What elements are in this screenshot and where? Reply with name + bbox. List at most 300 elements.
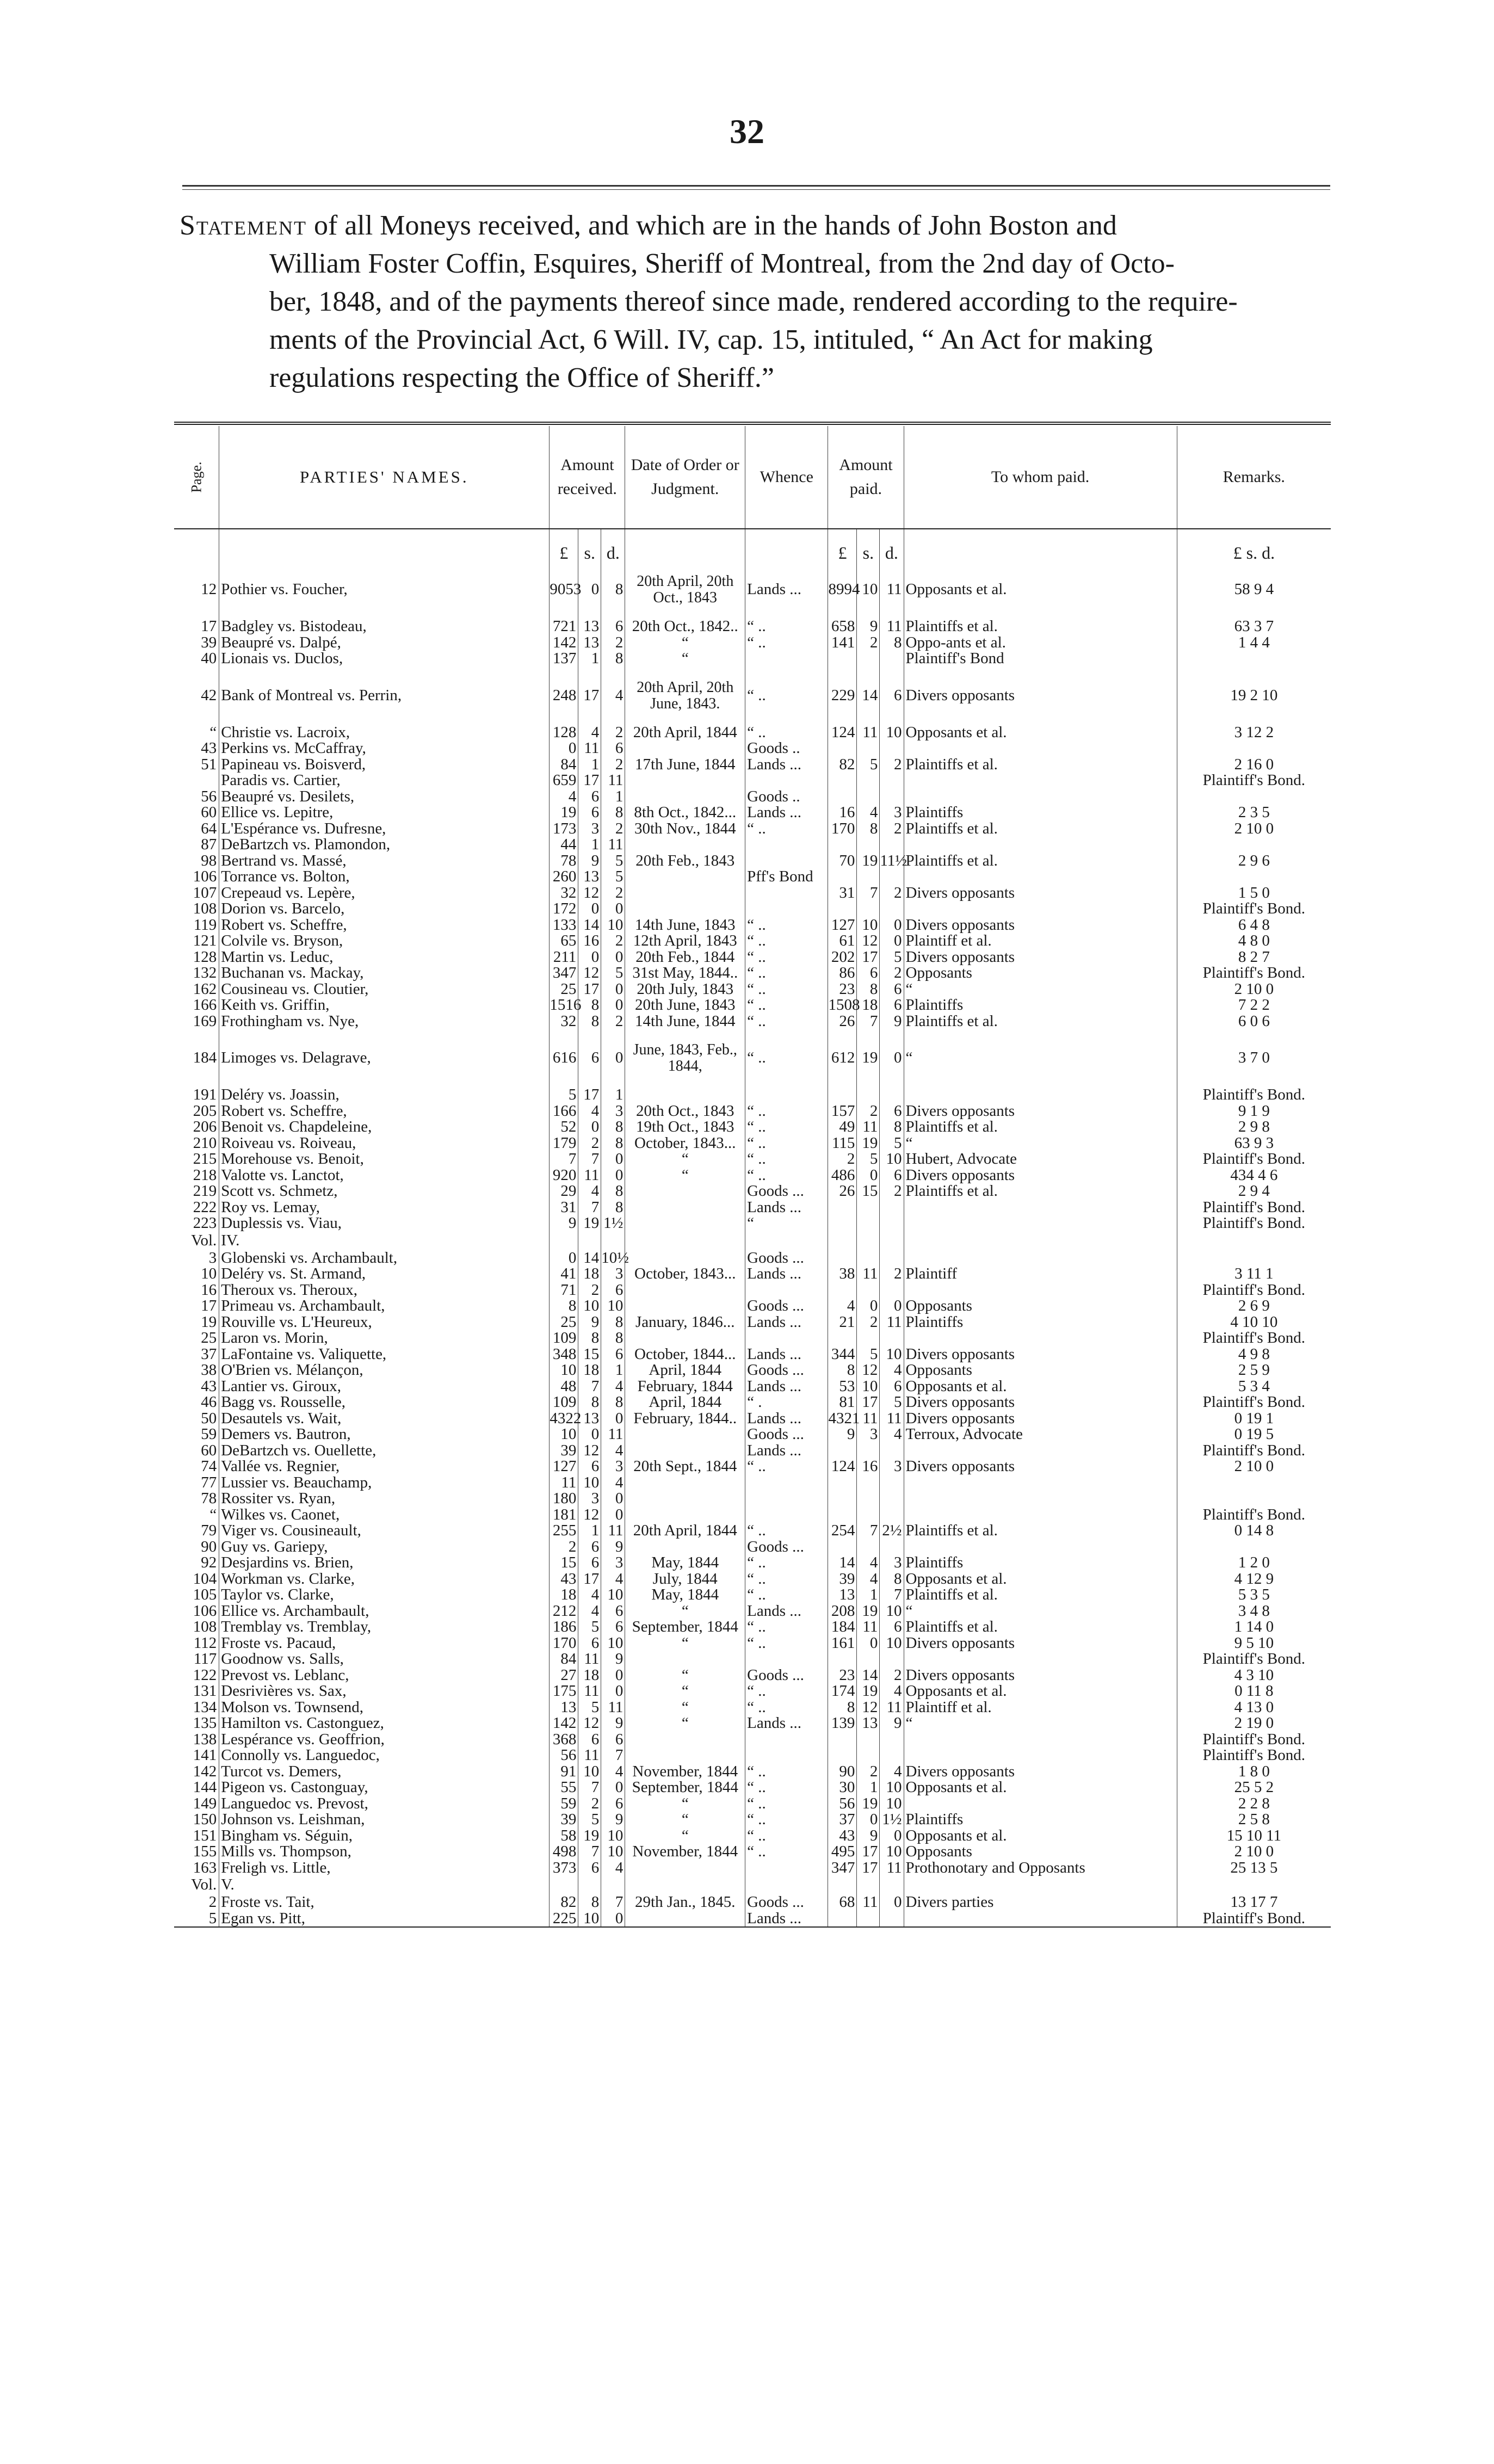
party-name: Beaupré vs. Desilets, bbox=[219, 789, 550, 805]
remarks bbox=[1177, 1539, 1331, 1555]
received-pence: 2 bbox=[601, 821, 625, 837]
whence: “ .. bbox=[745, 1151, 828, 1168]
paid-pence: 7 bbox=[880, 1587, 904, 1603]
order-date bbox=[625, 561, 745, 619]
page-cell: 138 bbox=[193, 1730, 217, 1748]
paid-pence: 10 bbox=[880, 1603, 904, 1620]
remarks: 15 10 11 bbox=[1177, 1828, 1331, 1844]
paid-pence: 6 bbox=[880, 1619, 904, 1635]
remarks bbox=[1177, 789, 1331, 805]
paid-pounds: 61 bbox=[828, 933, 857, 949]
page-cell: 64 bbox=[201, 819, 217, 837]
received-pounds: 0 bbox=[550, 1250, 578, 1267]
paid-to: Opposants bbox=[904, 965, 1177, 981]
order-date: 20th April, 1844 bbox=[625, 725, 745, 741]
remarks: 4 10 10 bbox=[1177, 1314, 1331, 1331]
page-cell: 42 bbox=[201, 686, 217, 704]
paid-to: Plaintiffs bbox=[904, 805, 1177, 821]
received-pence: 6 bbox=[601, 1603, 625, 1620]
unit-remarks: £ s. d. bbox=[1177, 529, 1331, 561]
paid-shillings: 12 bbox=[857, 933, 880, 949]
paid-pounds: 2 bbox=[828, 1151, 857, 1168]
remarks: 9 5 10 bbox=[1177, 1635, 1331, 1652]
party-name: Lantier vs. Giroux, bbox=[219, 1379, 550, 1395]
title-lead: Statement bbox=[180, 210, 307, 241]
party-name: Guy vs. Gariepy, bbox=[219, 1539, 550, 1555]
received-shillings: 8 bbox=[578, 1330, 601, 1347]
received-pounds: 133 bbox=[550, 917, 578, 934]
whence: Lands ... bbox=[745, 561, 828, 619]
paid-to: Plaintiffs et al. bbox=[904, 1119, 1177, 1135]
remarks: 63 9 3 bbox=[1177, 1135, 1331, 1152]
order-date-text: 20th April, 20th Oct., 1843 bbox=[637, 573, 734, 606]
remarks: 2 9 8 bbox=[1177, 1119, 1331, 1135]
page-cell: 149 bbox=[193, 1794, 217, 1812]
paid-pounds bbox=[828, 1507, 857, 1523]
received-pence: 1 bbox=[601, 1362, 625, 1379]
received-pounds: 186 bbox=[550, 1619, 578, 1635]
whence: Pff's Bond bbox=[745, 869, 828, 885]
paid-to: Plaintiff et al. bbox=[904, 933, 1177, 949]
order-date: 30th Nov., 1844 bbox=[625, 821, 745, 837]
received-pence: 8 bbox=[601, 805, 625, 821]
received-pence: 4 bbox=[601, 1860, 625, 1876]
paid-shillings bbox=[857, 869, 880, 885]
whence: “ .. bbox=[745, 1135, 828, 1152]
whence bbox=[745, 651, 828, 667]
received-pence: 2 bbox=[601, 635, 625, 651]
received-pence: 0 bbox=[601, 901, 625, 917]
page-cell: 51 bbox=[201, 755, 217, 773]
paid-pence bbox=[880, 1539, 904, 1555]
received-pence: 7 bbox=[601, 1894, 625, 1911]
order-date bbox=[625, 1475, 745, 1491]
party-name: Vallée vs. Regnier, bbox=[219, 1459, 550, 1475]
paid-pence: 5 bbox=[880, 1135, 904, 1152]
table-row bbox=[174, 1651, 1331, 1668]
remarks: Plaintiff's Bond. bbox=[1177, 1215, 1331, 1232]
page-cell: 74 bbox=[201, 1458, 217, 1475]
received-pounds: 142 bbox=[550, 635, 578, 651]
paid-to: Plaintiffs et al. bbox=[904, 619, 1177, 635]
table-row bbox=[174, 1571, 1331, 1588]
paid-pence: 4 bbox=[880, 1426, 904, 1443]
paid-pounds: 170 bbox=[828, 821, 857, 837]
party-name: Morehouse vs. Benoit, bbox=[219, 1151, 550, 1168]
top-rule-thin bbox=[182, 189, 1330, 190]
table-row bbox=[174, 1151, 1331, 1168]
whence bbox=[745, 1491, 828, 1507]
whence: Goods ... bbox=[745, 1668, 828, 1684]
received-pounds: 616 bbox=[550, 1029, 578, 1087]
paid-to bbox=[904, 1475, 1177, 1491]
received-pence: 1 bbox=[601, 789, 625, 805]
paid-to: Opposants bbox=[904, 1844, 1177, 1860]
paid-to bbox=[904, 1087, 1177, 1103]
whence: “ bbox=[745, 1215, 828, 1232]
remarks: 0 14 8 bbox=[1177, 1523, 1331, 1539]
page-cell: 106 bbox=[193, 868, 217, 885]
page-cell: 106 bbox=[193, 1602, 217, 1620]
party-name: Roiveau vs. Roiveau, bbox=[219, 1135, 550, 1152]
page-cell: 119 bbox=[193, 916, 217, 934]
received-shillings: 13 bbox=[578, 1411, 601, 1427]
page-cell: 163 bbox=[193, 1858, 217, 1876]
received-pounds: 39 bbox=[550, 1443, 578, 1459]
page-cell: 141 bbox=[193, 1746, 217, 1764]
whence bbox=[745, 1475, 828, 1491]
paid-to: Divers opposants bbox=[904, 1394, 1177, 1411]
received-pence: 10 bbox=[601, 917, 625, 934]
received-pence: 4 bbox=[601, 1764, 625, 1780]
received-pounds: 59 bbox=[550, 1796, 578, 1812]
received-shillings: 3 bbox=[578, 1491, 601, 1507]
received-pence: 0 bbox=[601, 1029, 625, 1087]
table-row bbox=[174, 1266, 1331, 1282]
paid-pence bbox=[880, 789, 904, 805]
received-shillings: 4 bbox=[578, 725, 601, 741]
volume-row bbox=[174, 1876, 1331, 1894]
received-pence: 2 bbox=[601, 725, 625, 741]
whence: Goods .. bbox=[745, 740, 828, 757]
paid-shillings: 4 bbox=[857, 1555, 880, 1571]
remarks: 1 8 0 bbox=[1177, 1764, 1331, 1780]
paid-pence: 0 bbox=[880, 1894, 904, 1911]
page-cell: 25 bbox=[201, 1329, 217, 1347]
received-pounds: 127 bbox=[550, 1459, 578, 1475]
received-shillings: 6 bbox=[578, 1029, 601, 1087]
received-shillings: 0 bbox=[578, 561, 601, 619]
order-date bbox=[625, 869, 745, 885]
received-pence: 4 bbox=[601, 667, 625, 725]
received-pence: 6 bbox=[601, 619, 625, 635]
page-cell: “ bbox=[209, 1505, 217, 1523]
whence: “ .. bbox=[745, 1764, 828, 1780]
received-pounds: 27 bbox=[550, 1668, 578, 1684]
paid-pounds: 14 bbox=[828, 1555, 857, 1571]
received-pounds: 11 bbox=[550, 1475, 578, 1491]
page-cell: 10 bbox=[201, 1265, 217, 1282]
whence: “ .. bbox=[745, 1587, 828, 1603]
unit-shilling: s. bbox=[578, 529, 601, 561]
received-pence: 4 bbox=[601, 1571, 625, 1588]
order-date bbox=[625, 1876, 745, 1894]
table-row bbox=[174, 1619, 1331, 1635]
paid-shillings: 2 bbox=[857, 1314, 880, 1331]
table-row bbox=[174, 1029, 1331, 1087]
paid-pence: 0 bbox=[880, 1298, 904, 1314]
party-name: Rossiter vs. Ryan, bbox=[219, 1491, 550, 1507]
table-row bbox=[174, 1555, 1331, 1571]
party-name: Lussier vs. Beauchamp, bbox=[219, 1475, 550, 1491]
statement-title bbox=[180, 207, 1328, 397]
whence: Goods ... bbox=[745, 1362, 828, 1379]
whence: “ .. bbox=[745, 667, 828, 725]
received-shillings: 6 bbox=[578, 805, 601, 821]
paid-pence bbox=[880, 1200, 904, 1216]
paid-pounds: 127 bbox=[828, 917, 857, 934]
table-row bbox=[174, 1523, 1331, 1539]
order-date bbox=[625, 885, 745, 901]
paid-pounds: 8 bbox=[828, 1700, 857, 1716]
paid-pence: 10 bbox=[880, 1635, 904, 1652]
paid-shillings bbox=[857, 1250, 880, 1267]
received-pounds: 29 bbox=[550, 1183, 578, 1200]
whence bbox=[745, 1651, 828, 1668]
received-shillings: 17 bbox=[578, 667, 601, 725]
paid-pounds: 254 bbox=[828, 1523, 857, 1539]
remarks: 25 5 2 bbox=[1177, 1780, 1331, 1796]
paid-to: Opposants et al. bbox=[904, 1828, 1177, 1844]
order-date: May, 1844 bbox=[625, 1555, 745, 1571]
received-pence: 6 bbox=[601, 1796, 625, 1812]
paid-to bbox=[904, 1200, 1177, 1216]
remarks: 2 10 0 bbox=[1177, 981, 1331, 998]
order-date: “ bbox=[625, 1683, 745, 1700]
whence bbox=[745, 1732, 828, 1748]
whence bbox=[745, 1232, 828, 1250]
received-pounds: 15 bbox=[550, 1555, 578, 1571]
received-pence: 6 bbox=[601, 1347, 625, 1363]
page-cell: 38 bbox=[201, 1361, 217, 1379]
paid-shillings: 2 bbox=[857, 1764, 880, 1780]
paid-to: Divers opposants bbox=[904, 885, 1177, 901]
party-name: Ellice vs. Archambault, bbox=[219, 1603, 550, 1620]
received-pounds bbox=[550, 1876, 578, 1894]
paid-pence: 10 bbox=[880, 1844, 904, 1860]
order-date: January, 1846... bbox=[625, 1314, 745, 1331]
remarks: 2 5 9 bbox=[1177, 1362, 1331, 1379]
page-cell: 142 bbox=[193, 1762, 217, 1780]
received-pounds: 39 bbox=[550, 1812, 578, 1828]
remarks: 4 8 0 bbox=[1177, 933, 1331, 949]
received-pence: 4 bbox=[601, 1443, 625, 1459]
page-cell: 37 bbox=[201, 1345, 217, 1363]
paid-to bbox=[904, 1491, 1177, 1507]
paid-pounds: 16 bbox=[828, 805, 857, 821]
whence bbox=[745, 1087, 828, 1103]
order-date bbox=[625, 901, 745, 917]
paid-pounds bbox=[828, 1876, 857, 1894]
title-line: regulations respecting the Office of Sheriff.” bbox=[269, 362, 774, 393]
paid-pence: 11 bbox=[880, 1700, 904, 1716]
received-shillings: 12 bbox=[578, 885, 601, 901]
paid-shillings: 0 bbox=[857, 1168, 880, 1184]
paid-shillings: 12 bbox=[857, 1700, 880, 1716]
table-row bbox=[174, 1443, 1331, 1459]
received-shillings: 6 bbox=[578, 1459, 601, 1475]
paid-pounds bbox=[828, 773, 857, 789]
whence: “ .. bbox=[745, 1844, 828, 1860]
paid-pence bbox=[880, 901, 904, 917]
paid-shillings: 17 bbox=[857, 949, 880, 966]
paid-pounds: 4 bbox=[828, 1298, 857, 1314]
paid-pence: 11½ bbox=[880, 851, 907, 869]
party-name: Freligh vs. Little, bbox=[219, 1860, 550, 1876]
paid-shillings: 4 bbox=[857, 1571, 880, 1588]
received-pounds: 128 bbox=[550, 725, 578, 741]
page-cell: 222 bbox=[193, 1198, 217, 1216]
paid-shillings bbox=[857, 789, 880, 805]
received-pence: 10 bbox=[601, 1844, 625, 1860]
whence bbox=[745, 1747, 828, 1764]
party-name: Froste vs. Tait, bbox=[219, 1894, 550, 1911]
remarks: Plaintiff's Bond. bbox=[1177, 1747, 1331, 1764]
whence: “ .. bbox=[745, 997, 828, 1014]
paid-to: Divers opposants bbox=[904, 1635, 1177, 1652]
order-date bbox=[625, 1443, 745, 1459]
whence bbox=[745, 1507, 828, 1523]
paid-to: Plaintiffs et al. bbox=[904, 1587, 1177, 1603]
table-row bbox=[174, 1491, 1331, 1507]
paid-to: Opposants et al. bbox=[904, 1683, 1177, 1700]
party-name: Robert vs. Scheffre, bbox=[219, 1103, 550, 1120]
header-whence: Whence bbox=[745, 426, 828, 529]
received-shillings: 1 bbox=[578, 1523, 601, 1539]
table-row bbox=[174, 1844, 1331, 1860]
paid-pounds bbox=[828, 1087, 857, 1103]
received-shillings: 0 bbox=[578, 949, 601, 966]
received-shillings: 5 bbox=[578, 1700, 601, 1716]
remarks: 2 10 0 bbox=[1177, 1844, 1331, 1860]
received-shillings: 12 bbox=[578, 965, 601, 981]
remarks: 6 4 8 bbox=[1177, 917, 1331, 934]
whence: “ .. bbox=[745, 949, 828, 966]
paid-to bbox=[904, 1232, 1177, 1250]
page-cell: 2 bbox=[208, 1893, 217, 1911]
whence: “ .. bbox=[745, 1014, 828, 1030]
paid-shillings: 19 bbox=[857, 1029, 880, 1087]
received-pence: 0 bbox=[601, 1668, 625, 1684]
paid-shillings bbox=[857, 837, 880, 853]
paid-pounds bbox=[828, 1215, 857, 1232]
table-row bbox=[174, 1119, 1331, 1135]
paid-to: Plaintiffs et al. bbox=[904, 1619, 1177, 1635]
remarks: 1 5 0 bbox=[1177, 885, 1331, 901]
header-remarks: Remarks. bbox=[1177, 426, 1331, 529]
paid-pounds bbox=[828, 1651, 857, 1668]
party-name: Ellice vs. Lepitre, bbox=[219, 805, 550, 821]
received-pence: 8 bbox=[601, 651, 625, 667]
paid-shillings: 11 bbox=[857, 1411, 880, 1427]
header-to-whom: To whom paid. bbox=[904, 426, 1177, 529]
paid-to bbox=[904, 901, 1177, 917]
whence: “ .. bbox=[745, 1796, 828, 1812]
received-shillings: 7 bbox=[578, 1200, 601, 1216]
whence: Lands ... bbox=[745, 805, 828, 821]
received-shillings: 7 bbox=[578, 1780, 601, 1796]
received-shillings: 18 bbox=[578, 1362, 601, 1379]
paid-pence bbox=[880, 1475, 904, 1491]
paid-pence: 5 bbox=[880, 1394, 904, 1411]
paid-to: Plaintiffs et al. bbox=[904, 853, 1177, 869]
received-pence: 0 bbox=[601, 1780, 625, 1796]
paid-pounds bbox=[828, 1282, 857, 1299]
received-pounds: 211 bbox=[550, 949, 578, 966]
received-pounds: 84 bbox=[550, 757, 578, 773]
table-row bbox=[174, 1683, 1331, 1700]
order-date bbox=[625, 1183, 745, 1200]
page-cell: 150 bbox=[193, 1811, 217, 1828]
page-cell: 79 bbox=[201, 1522, 217, 1539]
paid-pounds: 43 bbox=[828, 1828, 857, 1844]
received-pence: 11 bbox=[601, 1700, 625, 1716]
table-row bbox=[174, 789, 1331, 805]
paid-to: Plaintiffs bbox=[904, 1314, 1177, 1331]
page-cell: 17 bbox=[201, 617, 217, 635]
order-date: “ bbox=[625, 635, 745, 651]
table-row bbox=[174, 933, 1331, 949]
party-name: Pigeon vs. Castonguay, bbox=[219, 1780, 550, 1796]
paid-pounds: 347 bbox=[828, 1860, 857, 1876]
remarks: 0 19 1 bbox=[1177, 1411, 1331, 1427]
paid-shillings: 19 bbox=[857, 1683, 880, 1700]
paid-pounds bbox=[828, 1491, 857, 1507]
table-row bbox=[174, 1747, 1331, 1764]
page-cell: 108 bbox=[193, 900, 217, 917]
party-name: Frothingham vs. Nye, bbox=[219, 1014, 550, 1030]
paid-shillings bbox=[857, 1282, 880, 1299]
order-date: 20th Feb., 1844 bbox=[625, 949, 745, 966]
party-name: Desjardins vs. Brien, bbox=[219, 1555, 550, 1571]
page-cell: 60 bbox=[201, 804, 217, 821]
table-row bbox=[174, 981, 1331, 998]
paid-pounds bbox=[828, 901, 857, 917]
party-name: Turcot vs. Demers, bbox=[219, 1764, 550, 1780]
whence bbox=[745, 837, 828, 853]
page-cell: 78 bbox=[201, 1490, 217, 1507]
received-pence: 2 bbox=[601, 757, 625, 773]
paid-pounds: 495 bbox=[828, 1844, 857, 1860]
received-pence: 8 bbox=[601, 561, 625, 619]
order-date: 19th Oct., 1843 bbox=[625, 1119, 745, 1135]
received-shillings: 8 bbox=[578, 1394, 601, 1411]
paid-pence: 11 bbox=[880, 1860, 904, 1876]
paid-to bbox=[904, 1330, 1177, 1347]
received-shillings: 9 bbox=[578, 1314, 601, 1331]
party-name: Scott vs. Schmetz, bbox=[219, 1183, 550, 1200]
order-date: “ bbox=[625, 1603, 745, 1620]
received-pence: 8 bbox=[601, 1200, 625, 1216]
page-cell: 155 bbox=[193, 1843, 217, 1860]
received-shillings: 12 bbox=[578, 1507, 601, 1523]
received-shillings: 4 bbox=[578, 1587, 601, 1603]
party-name: DeBartzch vs. Plamondon, bbox=[219, 837, 550, 853]
received-shillings: 1 bbox=[578, 837, 601, 853]
paid-to: Divers opposants bbox=[904, 667, 1177, 725]
order-date bbox=[625, 1250, 745, 1267]
paid-to bbox=[904, 1876, 1177, 1894]
page-cell: 3 bbox=[208, 1249, 217, 1267]
remarks: 2 16 0 bbox=[1177, 757, 1331, 773]
paid-shillings: 14 bbox=[857, 667, 880, 725]
remarks: 8 2 7 bbox=[1177, 949, 1331, 966]
whence: Goods .. bbox=[745, 789, 828, 805]
paid-shillings bbox=[857, 1732, 880, 1748]
paid-shillings: 15 bbox=[857, 1183, 880, 1200]
whence: Lands ... bbox=[745, 1347, 828, 1363]
table-row bbox=[174, 1587, 1331, 1603]
received-pounds: 0 bbox=[550, 740, 578, 757]
paid-pence: 3 bbox=[880, 1459, 904, 1475]
page-cell: 98 bbox=[201, 851, 217, 869]
received-pounds: 225 bbox=[550, 1911, 578, 1928]
paid-pounds bbox=[828, 1250, 857, 1267]
party-name: Theroux vs. Theroux, bbox=[219, 1282, 550, 1299]
remarks: 4 13 0 bbox=[1177, 1700, 1331, 1716]
paid-shillings bbox=[857, 1507, 880, 1523]
page-cell: 169 bbox=[193, 1012, 217, 1030]
